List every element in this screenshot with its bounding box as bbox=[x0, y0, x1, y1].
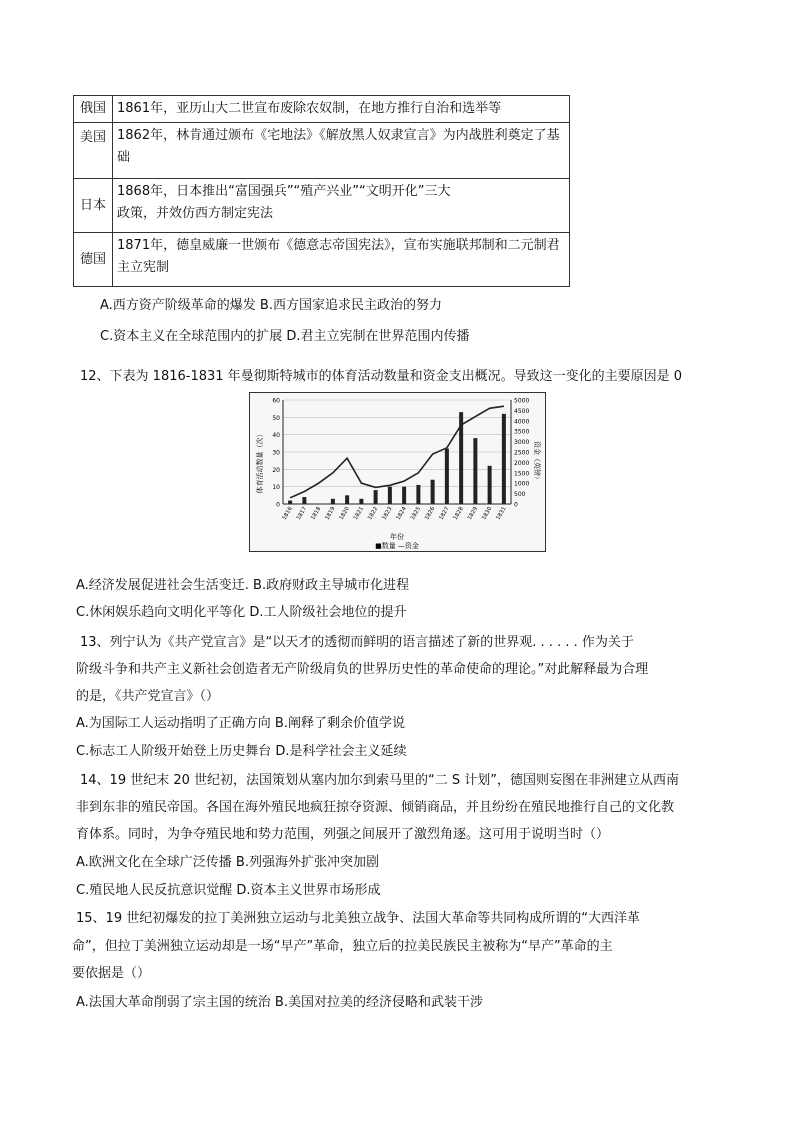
bar bbox=[288, 501, 292, 504]
y2-tick-label: 4000 bbox=[514, 418, 530, 426]
y-tick-label: 40 bbox=[272, 432, 280, 440]
bar bbox=[331, 499, 335, 504]
q15-line3: 要依据是（） bbox=[72, 966, 151, 981]
y2-tick-label: 5000 bbox=[514, 397, 530, 405]
table-row bbox=[74, 96, 570, 123]
x-tick-label: 1827 bbox=[438, 506, 451, 522]
x-tick-label: 1823 bbox=[381, 506, 394, 522]
country-cell: 美国 bbox=[74, 123, 113, 179]
q12-stem: 12、下表为 1816-1831 年曼彻斯特城市的体育活动数量和资金支出概况。导致这一变化的主要原因是 0 bbox=[80, 369, 683, 384]
country-cell: 俄国 bbox=[74, 96, 113, 123]
y2-axis-label: 资金（英镑） bbox=[533, 441, 541, 483]
x-tick-label: 1822 bbox=[367, 506, 380, 522]
x-tick-label: 1819 bbox=[324, 506, 337, 522]
q11-options-cd: C.资本主义在全球范围内的扩展 D.君主立宪制在世界范围内传播 bbox=[100, 329, 470, 344]
x-tick-label: 1831 bbox=[495, 506, 508, 522]
event-cell: 1871年，德皇威廉一世颁布《德意志帝国宪法》，宣布实施联邦制和二元制君主立宪制 bbox=[113, 233, 570, 287]
bar bbox=[502, 414, 506, 504]
bar bbox=[473, 438, 477, 504]
q13-options-ab: A.为国际工人运动指明了正确方向 B.阐释了剩余价值学说 bbox=[76, 716, 405, 731]
x-tick-label: 1818 bbox=[310, 506, 323, 522]
y-tick-label: 20 bbox=[272, 466, 280, 474]
y2-tick-label: 2000 bbox=[514, 459, 530, 467]
y-tick-label: 60 bbox=[272, 397, 280, 405]
table-row bbox=[74, 179, 570, 233]
table-row bbox=[74, 123, 570, 179]
q13-line3: 的是，《共产党宣言》（） bbox=[76, 689, 220, 704]
y2-tick-label: 2500 bbox=[514, 449, 530, 457]
y2-tick-label: 500 bbox=[514, 491, 526, 499]
x-tick-label: 1830 bbox=[481, 506, 494, 522]
q14-line3: 育体系。同时，为争夺殖民地和势力范围，列强之间展开了激烈角逐。这可用于说明当时（） bbox=[76, 827, 610, 842]
q15-options-ab: A.法国大革命削弱了宗主国的统治 B.美国对拉美的经济侵略和武装干涉 bbox=[76, 995, 483, 1010]
y2-tick-label: 4500 bbox=[514, 407, 530, 415]
bar bbox=[359, 499, 363, 504]
x-tick-label: 1816 bbox=[281, 506, 294, 522]
sports-chart bbox=[249, 392, 546, 552]
q13-line1: 13、列宁认为《共产党宣言》是“以天才的透彻而鲜明的语言描述了新的世界观. . . . . . 作为关于 bbox=[80, 635, 634, 650]
country-cell: 德国 bbox=[74, 233, 113, 287]
x-tick-label: 1828 bbox=[452, 506, 465, 522]
q12-options-cd: C.休闲娱乐趋向文明化平等化 D.工人阶级社会地位的提升 bbox=[76, 605, 407, 620]
bar bbox=[416, 485, 420, 504]
bar bbox=[345, 495, 349, 504]
legend: ■数量 —资金 bbox=[375, 542, 419, 550]
q11-options-ab: A.西方资产阶级革命的爆发 B.西方国家追求民主政治的努力 bbox=[100, 298, 442, 313]
q14-options-cd: C.殖民地人民反抗意识觉醒 D.资本主义世界市场形成 bbox=[76, 883, 381, 898]
bar bbox=[402, 487, 406, 504]
event-cell: 1862年，林肯通过颁布《宅地法》《解放黑人奴隶宣言》为内战胜利奠定了基础 bbox=[113, 123, 570, 179]
y-tick-label: 10 bbox=[272, 484, 280, 492]
q15-line2: 命”，但拉丁美洲独立运动却是一场“早产”革命，独立后的拉美民族民主被称为“早产”革命的主 bbox=[72, 939, 613, 954]
y-axis-label: 体育活动数量（次） bbox=[256, 430, 264, 494]
country-cell: 日本 bbox=[74, 179, 113, 233]
bar bbox=[374, 490, 378, 504]
x-tick-label: 1829 bbox=[466, 506, 480, 522]
q14-line1: 14、19 世纪末 20 世纪初，法国策划从塞内加尔到索马里的“二 S 计划”，德国则妄图在非洲建立从西南 bbox=[80, 773, 680, 788]
y2-tick-label: 0 bbox=[514, 501, 518, 509]
y2-tick-label: 3500 bbox=[514, 428, 530, 436]
event-cell: 1868年，日本推出“富国强兵”“殖产兴业”“文明开化”三大政策，并效仿西方制定宪法 bbox=[113, 179, 570, 233]
y-tick-label: 0 bbox=[276, 501, 280, 509]
bar bbox=[388, 487, 392, 504]
x-tick-label: 1826 bbox=[424, 506, 437, 522]
bar bbox=[302, 497, 306, 504]
y2-tick-label: 1000 bbox=[514, 480, 530, 488]
x-tick-label: 1825 bbox=[409, 506, 423, 522]
bar bbox=[488, 466, 492, 504]
x-axis-label: 年份 bbox=[390, 533, 404, 541]
x-tick-label: 1820 bbox=[338, 506, 351, 522]
x-tick-label: 1824 bbox=[395, 506, 408, 522]
q14-options-ab: A.欧洲文化在全球广泛传播 B.列强海外扩张冲突加剧 bbox=[76, 855, 379, 870]
bar bbox=[431, 480, 435, 504]
q12-options-ab: A.经济发展促进社会生活变迁. B.政府财政主导城市化进程 bbox=[76, 578, 410, 593]
q13-options-cd: C.标志工人阶级开始登上历史舞台 D.是科学社会主义延续 bbox=[76, 744, 407, 759]
q15-line1: 15、19 世纪初爆发的拉丁美洲独立运动与北美独立战争、法国大革命等共同构成所谓的“大西洋革 bbox=[76, 911, 640, 926]
history-table bbox=[73, 95, 570, 287]
q13-line2: 阶级斗争和共产主义新社会创造者无产阶级肩负的世界历史性的革命使命的理论。”对此解释最为合理 bbox=[76, 662, 649, 677]
x-tick-label: 1821 bbox=[352, 506, 366, 522]
x-tick-label: 1817 bbox=[295, 506, 309, 522]
y-tick-label: 50 bbox=[272, 414, 280, 422]
y2-tick-label: 3000 bbox=[514, 439, 530, 447]
y-tick-label: 30 bbox=[272, 449, 280, 457]
chart-svg bbox=[249, 392, 546, 552]
table-row bbox=[74, 233, 570, 287]
bar bbox=[445, 449, 449, 504]
chart-frame bbox=[250, 393, 546, 552]
y2-tick-label: 1500 bbox=[514, 470, 530, 478]
q14-line2: 非到东非的殖民帝国。各国在海外殖民地疯狂掠夺资源、倾销商品，并且纷纷在殖民地推行自己的文化教 bbox=[76, 800, 675, 815]
event-cell: 1861年，亚历山大二世宣布废除农奴制，在地方推行自治和选举等 bbox=[113, 96, 570, 123]
